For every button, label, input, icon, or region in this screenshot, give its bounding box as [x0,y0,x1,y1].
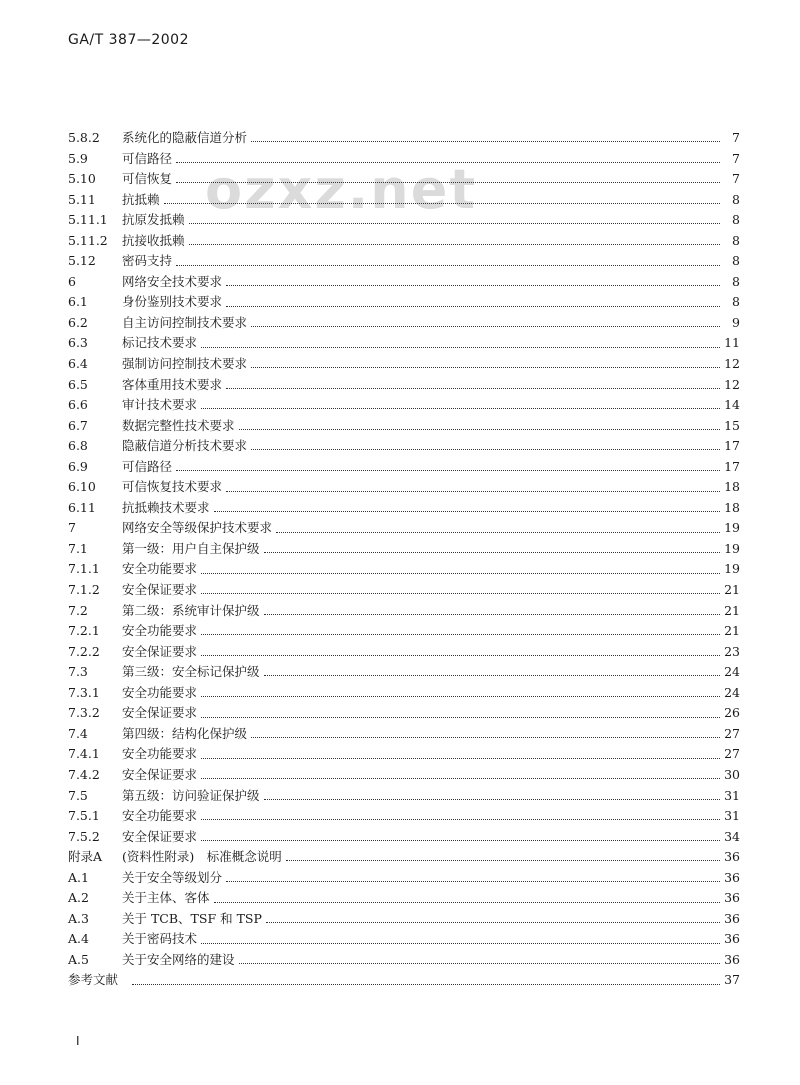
toc-leader-dots [214,510,720,512]
toc-leader-dots [251,736,720,738]
toc-leader-dots [264,798,720,800]
toc-entry[interactable] [68,477,740,498]
toc-entry[interactable] [68,395,740,416]
toc-entry-title: 抗抵赖 [122,191,160,207]
toc-entry-title: 系统化的隐蔽信道分析 [122,130,248,145]
toc-entry[interactable] [68,621,740,642]
toc-entry[interactable] [68,786,740,807]
toc-entry-page: 8 [732,212,740,228]
toc-entry-title: 抗接收抵赖 [122,232,185,248]
toc-entry-number: 5.11 [68,191,96,207]
toc-entry[interactable] [68,272,740,293]
toc-entry-number: 7.2 [68,602,88,618]
toc-entry-number: A.1 [68,869,89,885]
toc-entry-title: 安全功能要求 [122,561,198,577]
toc-leader-dots [176,264,720,266]
toc-leader-dots [201,757,720,759]
toc-entry-page: 7 [732,150,740,166]
toc-entry[interactable] [68,231,740,252]
toc-entry[interactable] [68,929,740,950]
toc-entry-page: 24 [724,664,740,680]
toc-entry-page: 15 [724,417,740,433]
toc-entry-number: 7.1.1 [68,561,100,577]
toc-leader-dots [176,181,720,183]
toc-entry[interactable] [68,498,740,519]
toc-entry-page: 19 [724,540,740,556]
toc-entry-title: 网络安全技术要求 [122,273,223,289]
toc-entry[interactable] [68,251,740,272]
toc-entry-page: 21 [724,602,740,618]
toc-entry-title: 强制访问控制技术要求 [122,356,248,372]
toc-entry-number: 7.1.2 [68,582,100,598]
toc-leader-dots [264,674,720,676]
toc-entry-page: 36 [724,849,740,865]
toc-leader-dots [201,572,720,574]
toc-entry[interactable] [68,169,740,190]
toc-entry-title: 关于安全网络的建设 [122,951,235,967]
toc-entry-title: 网络安全等级保护技术要求 [122,520,273,536]
toc-entry-title: 第一级：用户自主保护级 [122,540,260,556]
toc-entry-title: 隐蔽信道分析技术要求 [122,438,248,454]
toc-entry-number: 7.5.2 [68,828,100,844]
toc-entry-title: 关于 TCB、TSF 和 TSP [122,910,262,926]
toc-entry-title: 关于主体、客体 [122,890,210,906]
toc-leader-dots [189,243,720,245]
toc-entry-page: 8 [732,294,740,310]
toc-entry-number: 7.4.2 [68,766,100,782]
toc-entry-page: 8 [732,191,740,207]
toc-leader-dots [251,448,720,450]
toc-entry-number: 6.6 [68,397,88,413]
toc-entry-page: 24 [724,684,740,700]
toc-leader-dots [201,346,720,348]
toc-entry[interactable] [68,539,740,560]
toc-entry-number: 6.9 [68,458,88,474]
toc-entry[interactable] [68,909,740,930]
toc-entry-title: 安全保证要求 [122,643,198,659]
toc-entry-page: 31 [724,787,740,803]
toc-entry[interactable] [68,703,740,724]
toc-entry-title: 安全功能要求 [122,746,198,762]
toc-leader-dots [239,962,720,964]
toc-entry[interactable] [68,457,740,478]
toc-entry-page: 14 [724,397,740,413]
toc-leader-dots [132,983,720,985]
toc-entry-title: 第二级：系统审计保护级 [122,602,260,618]
toc-entry-number: 7.5.1 [68,808,100,824]
toc-entry-number: 7.2.2 [68,643,100,659]
toc-leader-dots [201,654,720,656]
toc-entry-page: 8 [732,253,740,269]
toc-leader-dots [226,305,720,307]
toc-entry-title: 可信路径 [122,458,173,474]
toc-entry-number: 6.8 [68,438,88,454]
toc-entry-number: 6.3 [68,335,88,351]
toc-leader-dots [226,880,720,882]
toc-leader-dots [176,469,720,471]
toc-entry-page: 17 [724,438,740,454]
toc-entry-title: 关于密码技术 [122,931,198,947]
toc-leader-dots [276,531,720,533]
toc-leader-dots [226,284,720,286]
toc-entry-number: A.4 [68,931,89,947]
toc-entry[interactable] [68,149,740,170]
toc-leader-dots [201,633,720,635]
toc-entry-page: 31 [724,808,740,824]
toc-entry-title: 审计技术要求 [122,397,198,413]
toc-entry-page: 26 [724,705,740,721]
toc-entry-title: 身份鉴别技术要求 [122,294,223,310]
toc-entry-number: 6.10 [68,479,96,495]
toc-entry[interactable] [68,333,740,354]
toc-entry-title: 可信恢复技术要求 [122,479,223,495]
toc-leader-dots [201,839,720,841]
toc-leader-dots [251,140,720,142]
toc-entry-title: 安全功能要求 [122,623,198,639]
toc-entry-number: A.3 [68,910,89,926]
toc-leader-dots [286,859,720,861]
toc-entry-page: 7 [732,130,740,145]
toc-entry-page: 30 [724,766,740,782]
toc-entry[interactable] [68,806,740,827]
toc-entry[interactable] [68,827,740,848]
toc-entry-title: 标记技术要求 [122,335,198,351]
toc-entry-number: 6.5 [68,376,88,392]
toc-entry-title: 抗抵赖技术要求 [122,499,210,515]
toc-entry[interactable] [68,950,740,971]
toc-entry-page: 36 [724,890,740,906]
toc-leader-dots [264,551,720,553]
toc-entry[interactable] [68,190,740,211]
toc-entry-page: 36 [724,869,740,885]
document-header: GA/T 387—2002 [68,32,189,48]
toc-entry-number: 5.9 [68,150,88,166]
toc-leader-dots [176,161,720,163]
toc-leader-dots [201,592,720,594]
toc-entry-title: 数据完整性技术要求 [122,417,235,433]
toc-entry[interactable] [68,559,740,580]
toc-entry-number: 7.3.1 [68,684,100,700]
toc-entry[interactable] [68,744,740,765]
toc-entry[interactable] [68,724,740,745]
toc-entry[interactable] [68,354,740,375]
toc-entry-number: 5.11.1 [68,212,108,228]
toc-entry-number: 5.8.2 [68,130,100,145]
toc-entry-page: 27 [724,725,740,741]
table-of-contents [68,128,740,991]
toc-leader-dots [201,716,720,718]
toc-entry-title: 安全保证要求 [122,705,198,721]
toc-entry-page: 23 [724,643,740,659]
toc-entry[interactable] [68,313,740,334]
toc-entry-title: 客体重用技术要求 [122,376,223,392]
toc-entry-page: 9 [732,314,740,330]
toc-entry-page: 27 [724,746,740,762]
toc-entry[interactable] [68,868,740,889]
toc-entry-number: 6.4 [68,356,88,372]
toc-entry-page: 11 [724,335,740,351]
toc-leader-dots [251,325,720,327]
toc-entry-page: 12 [724,356,740,372]
toc-entry[interactable] [68,888,740,909]
toc-entry-page: 19 [724,520,740,536]
toc-entry-title: 可信恢复 [122,171,173,187]
watermark-logo: ozxz.net [205,158,478,221]
toc-entry-number: 7.3.2 [68,705,100,721]
toc-leader-dots [164,202,720,204]
toc-entry-page: 8 [732,232,740,248]
toc-entry[interactable] [68,765,740,786]
toc-leader-dots [201,695,720,697]
toc-entry-page: 36 [724,931,740,947]
toc-entry-number: 7 [68,520,76,536]
toc-entry-number: 5.10 [68,171,96,187]
toc-entry[interactable] [68,292,740,313]
toc-entry-title: 第四级：结构化保护级 [122,725,248,741]
toc-entry-title: (资料性附录) 标准概念说明 [122,849,282,865]
toc-leader-dots [239,428,720,430]
toc-entry[interactable] [68,970,740,991]
toc-entry-title: 安全功能要求 [122,808,198,824]
toc-entry-number: 6.11 [68,499,96,515]
toc-entry-page: 18 [724,499,740,515]
toc-entry-title: 可信路径 [122,150,173,166]
toc-entry-title: 关于安全等级划分 [122,869,223,885]
toc-entry-number: 6.2 [68,314,88,330]
toc-entry-title: 第五级：访问验证保护级 [122,787,260,803]
toc-entry-number: 7.4 [68,725,88,741]
toc-entry-number: 7.3 [68,664,88,680]
toc-entry-number: 6.7 [68,417,88,433]
toc-entry-title: 第三级：安全标记保护级 [122,664,260,680]
toc-leader-dots [251,366,720,368]
toc-entry[interactable] [68,436,740,457]
toc-entry-page: 21 [724,582,740,598]
toc-leader-dots [264,613,720,615]
toc-leader-dots [201,818,720,820]
toc-entry[interactable] [68,683,740,704]
toc-leader-dots [226,387,720,389]
toc-entry-number: 参考文献 [68,972,119,988]
toc-entry-page: 7 [732,171,740,187]
toc-leader-dots [214,901,720,903]
toc-entry-title: 抗原发抵赖 [122,212,185,228]
toc-entry[interactable] [68,580,740,601]
toc-entry-number: 6.1 [68,294,88,310]
toc-entry[interactable] [68,662,740,683]
toc-entry-number: 附录A [68,849,103,865]
toc-leader-dots [201,407,720,409]
toc-entry[interactable] [68,642,740,663]
toc-entry-title: 安全保证要求 [122,582,198,598]
toc-entry-page: 37 [724,972,740,988]
toc-entry[interactable] [68,375,740,396]
toc-entry-title: 密码支持 [122,253,173,269]
toc-entry-title: 自主访问控制技术要求 [122,314,248,330]
toc-entry[interactable] [68,601,740,622]
toc-entry-page: 21 [724,623,740,639]
toc-leader-dots [201,942,720,944]
toc-entry-number: A.2 [68,890,89,906]
toc-entry-page: 34 [724,828,740,844]
toc-entry-page: 36 [724,910,740,926]
toc-entry-page: 18 [724,479,740,495]
toc-leader-dots [266,921,720,923]
toc-entry[interactable] [68,847,740,868]
toc-entry-number: 7.4.1 [68,746,100,762]
toc-entry-number: 6 [68,273,76,289]
toc-leader-dots [189,222,720,224]
toc-entry[interactable] [68,128,740,149]
toc-entry[interactable] [68,416,740,437]
toc-entry[interactable] [68,210,740,231]
toc-entry-page: 8 [732,273,740,289]
toc-entry-number: 7.2.1 [68,623,100,639]
toc-entry-page: 17 [724,458,740,474]
toc-entry-page: 36 [724,951,740,967]
toc-entry-number: 5.12 [68,253,96,269]
toc-leader-dots [201,777,720,779]
page-number: I [76,1034,80,1048]
toc-entry-title: 安全功能要求 [122,684,198,700]
toc-entry-number: A.5 [68,951,89,967]
toc-entry-page: 19 [724,561,740,577]
toc-entry[interactable] [68,518,740,539]
toc-entry-number: 7.1 [68,540,88,556]
toc-entry-number: 5.11.2 [68,232,108,248]
toc-leader-dots [226,490,720,492]
toc-entry-number: 7.5 [68,787,88,803]
toc-entry-title: 安全保证要求 [122,828,198,844]
toc-entry-page: 12 [724,376,740,392]
toc-entry-title: 安全保证要求 [122,766,198,782]
